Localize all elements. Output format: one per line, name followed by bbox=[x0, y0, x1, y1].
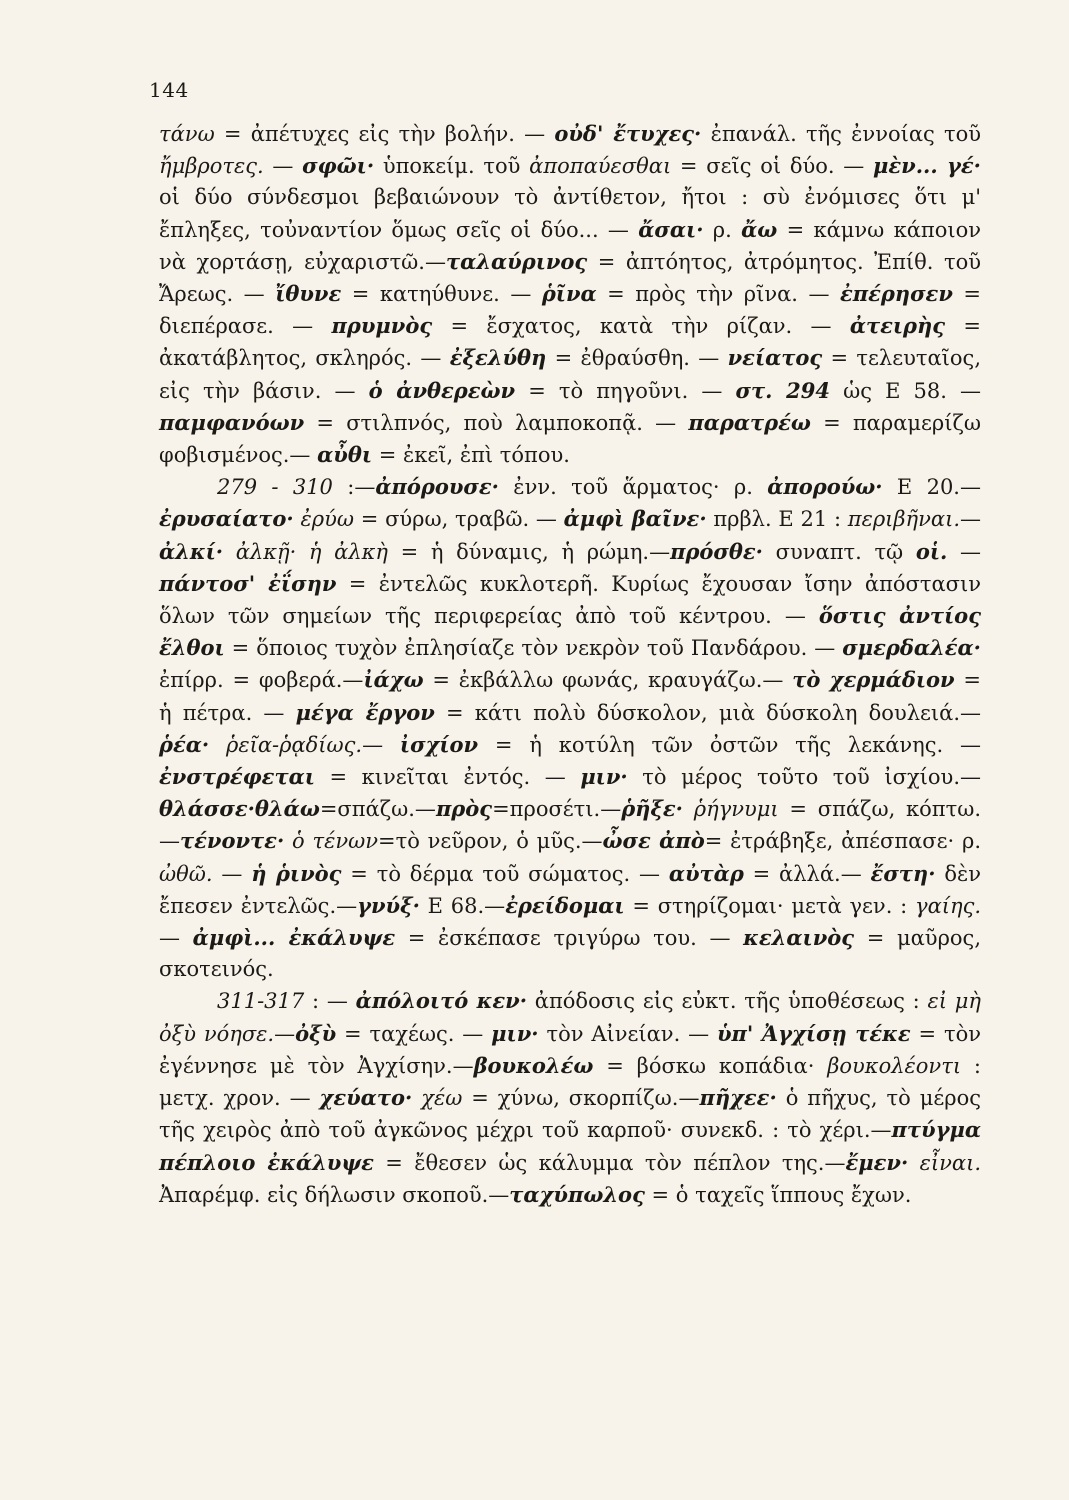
italic-term: 279 - 310 bbox=[217, 475, 333, 500]
gloss-text: = τὸν ἐγέννησε μὲ τὸν Ἀγχίσην.— bbox=[159, 1021, 981, 1078]
gloss-text: = ἐκβάλλω φωνάς, κραυγάζω.— bbox=[423, 668, 793, 693]
headword: ἐξελύθη bbox=[449, 345, 547, 371]
headword: ἀλκί· bbox=[159, 538, 224, 564]
gloss-text: — bbox=[263, 154, 303, 179]
headword: σφῶι· bbox=[302, 153, 375, 179]
paragraph-311-317 bbox=[159, 985, 981, 1210]
headword: αὐτὰρ bbox=[668, 860, 744, 886]
gloss-text: — bbox=[159, 926, 193, 951]
headword: ὑπ' Ἀγχίσῃ τέκε bbox=[716, 1020, 911, 1046]
italic-term: βουκολέοντι bbox=[827, 1053, 962, 1078]
headword: πάντοσ' ἐΐσην bbox=[159, 570, 337, 596]
headword: ἄσαι· bbox=[638, 216, 704, 242]
gloss-text bbox=[908, 1151, 919, 1175]
gloss-text: = ἡ πέτρα. — bbox=[159, 668, 981, 725]
paragraph-279-310 bbox=[159, 471, 981, 985]
gloss-text: = ἐτράβηξε, ἀπέσπασε· ρ. bbox=[704, 829, 981, 854]
gloss-text: = ἐσκέπασε τριγύρω του. — bbox=[395, 926, 744, 951]
headword: μιν· bbox=[491, 1020, 539, 1046]
gloss-text: συναπτ. τῷ bbox=[763, 539, 916, 564]
gloss-text: ἐνν. τοῦ ἅρματος· ρ. bbox=[498, 475, 768, 500]
gloss-text: = μαῦρος, σκοτεινός. bbox=[159, 926, 981, 982]
headword: ἐρείδομαι bbox=[505, 892, 625, 918]
italic-term: γαίης. bbox=[915, 893, 981, 918]
gloss-text: =σπάζω.— bbox=[319, 797, 436, 822]
gloss-text: :— bbox=[332, 475, 376, 500]
headword: πρόσθε· bbox=[670, 538, 763, 564]
headword: οἱ. bbox=[915, 538, 948, 564]
headword: νείατος bbox=[727, 345, 823, 371]
headword: ἀτειρὴς bbox=[849, 313, 946, 339]
headword: ἐπέρησεν bbox=[839, 281, 953, 307]
gloss-text: Ἀπαρέμφ. εἰς δήλωσιν σκοποῦ.— bbox=[159, 1182, 510, 1207]
gloss-text: = ἐντελῶς κυκλοτερῆ. Κυρίως ἔχουσαν ἴσην ἀπόστασιν ὅλων τῶν σημείων τῆς περιφερείας ἀπὸ τοῦ κέντρου. — bbox=[159, 571, 981, 629]
headword: πρυμνὸς bbox=[331, 313, 433, 339]
gloss-text: = στηρίζομαι· μετὰ γεν. : bbox=[624, 893, 916, 918]
gloss-text: τὸν Αἰνείαν. — bbox=[538, 1021, 717, 1046]
gloss-text: ἀπόδοσις εἰς εὐκτ. τῆς ὑποθέσεως : bbox=[527, 989, 928, 1014]
gloss-text: τὸ μέρος τοῦτο τοῦ ἰσχίου.— bbox=[627, 765, 981, 790]
gloss-text bbox=[683, 797, 694, 821]
headword: ὁ ἀνθερεὼν bbox=[368, 377, 516, 403]
headword: ἄω bbox=[741, 216, 778, 242]
gloss-text: = κάτι πολὺ δύσκολον, μιὰ δύσκολη δουλειά.— bbox=[434, 700, 981, 725]
gloss-text: — bbox=[960, 507, 981, 532]
gloss-text: = κατηύθυνε. — bbox=[341, 282, 542, 307]
headword: ῥέα· bbox=[159, 731, 210, 757]
italic-term: ῥεῖα-ῥᾳδίως. bbox=[226, 732, 363, 757]
headword: παμφανόων bbox=[159, 409, 305, 435]
gloss-text: ὁ πῆχυς, τὸ μέρος τῆς χειρὸς ἀπὸ τοῦ ἀγκῶνος μέχρι τοῦ καρποῦ· συνεκδ. : τὸ χέρι.— bbox=[159, 1086, 981, 1143]
gloss-text: = παραμερίζω φοβισμένος.— bbox=[159, 410, 981, 468]
headword: ἀπόρουσε· bbox=[375, 474, 499, 500]
headword: σμερδαλέα· bbox=[842, 635, 981, 661]
italic-term: ὠθῶ. bbox=[159, 861, 213, 886]
italic-term: περιβῆναι. bbox=[847, 507, 960, 532]
headword: πτύγμα πέπλοιο ἐκάλυψε bbox=[159, 1117, 981, 1175]
gloss-text: = τὸ πηγοῦνι. — bbox=[515, 378, 736, 403]
gloss-text: = ἔσχατος, κατὰ τὴν ρίζαν. — bbox=[432, 314, 850, 339]
italic-term: ἀλκῇ· ἡ ἀλκὴ bbox=[235, 539, 389, 564]
headword: στ. 294 bbox=[735, 377, 830, 403]
headword: πῆχεε· bbox=[699, 1085, 777, 1111]
headword: ἐρυσαίατο· bbox=[159, 506, 294, 532]
headword: ἐνστρέφεται bbox=[159, 764, 315, 790]
gloss-text: = ἀπέτυχες εἰς τὴν βολήν. — bbox=[214, 122, 555, 146]
headword: τένοντε· bbox=[180, 828, 285, 854]
gloss-text: = βόσκω κοπάδια· bbox=[593, 1053, 828, 1078]
gloss-text: οἱ δύο σύνδεσμοι βεβαιώνουν τὸ ἀντίθετον, ἤτοι : σὺ ἐνόμισες ὅτι μ' ἔπληξες, τοὐναντίον ὅμως σεῖς οἱ δύο... — bbox=[159, 185, 981, 242]
gloss-text: = ἀκατάβλητος, σκληρός. — bbox=[159, 314, 981, 371]
gloss-text: — bbox=[362, 732, 400, 757]
italic-term: ἀποπαύεσθαι bbox=[529, 154, 672, 179]
italic-term: χέω bbox=[421, 1086, 463, 1111]
headword: γνύξ· bbox=[357, 892, 420, 918]
headword: θλάσσε·θλάω bbox=[159, 796, 320, 822]
gloss-text: — bbox=[947, 539, 981, 564]
gloss-text: = σύρω, τραβῶ. — bbox=[353, 507, 564, 532]
gloss-text: = ἡ κοτύλη τῶν ὀστῶν τῆς λεκάνης. — bbox=[478, 732, 981, 757]
gloss-text: ἐπίρρ. = φοβερά.— bbox=[159, 668, 364, 693]
headword: ῥῖνα bbox=[541, 281, 597, 307]
gloss-text: πρβλ. Ε 21 : bbox=[706, 507, 848, 532]
italic-term: 311-317 bbox=[217, 989, 305, 1014]
headword: ταλαύρινος bbox=[445, 248, 588, 274]
headword: ἀμφὶ βαῖνε· bbox=[563, 506, 707, 532]
gloss-text: = ἔθεσεν ὡς κάλυμμα τὸν πέπλον της.— bbox=[373, 1150, 846, 1175]
gloss-text: δὲν ἔπεσεν ἐντελῶς.— bbox=[159, 861, 982, 918]
headword: ἀπορούω· bbox=[767, 474, 883, 500]
headword: ἴθυνε bbox=[275, 281, 342, 307]
gloss-text: =τὸ νεῦρον, ὁ μῦς.— bbox=[378, 829, 603, 854]
headword: ἔστη· bbox=[870, 860, 936, 886]
italic-term: ἤμβροτες. bbox=[159, 154, 264, 179]
headword: ταχύπωλος bbox=[509, 1181, 645, 1207]
page-number: 144 bbox=[149, 78, 189, 102]
headword: αὖθι bbox=[317, 442, 373, 468]
gloss-text: Ε 68.— bbox=[419, 893, 506, 918]
headword: παρατρέω bbox=[688, 409, 811, 435]
gloss-text: = ἡ δύναμις, ἡ ρώμη.— bbox=[388, 539, 671, 564]
italic-term: ῥήγνυμι bbox=[693, 797, 779, 822]
gloss-text bbox=[223, 540, 236, 564]
gloss-text: ὡς Ε 58. — bbox=[829, 378, 981, 403]
headword: ἔμεν· bbox=[845, 1149, 909, 1175]
gloss-text: = ἐθραύσθη. — bbox=[546, 346, 728, 371]
headword: τὸ χερμάδιον bbox=[792, 667, 955, 693]
headword: μέγα ἔργον bbox=[295, 699, 435, 725]
gloss-text: = ὅποιος τυχὸν ἐπλησίαζε τὸν νεκρὸν τοῦ Πανδάρου. — bbox=[224, 636, 843, 661]
gloss-text: = τελευταῖος, εἰς τὴν βάσιν. — bbox=[159, 346, 981, 403]
headword: ἀπόλοιτό κεν· bbox=[355, 988, 528, 1014]
italic-term: εἰ μὴ ὀξὺ νόησε. bbox=[159, 989, 981, 1046]
headword: βουκολέω bbox=[473, 1052, 594, 1078]
gloss-text: = ἀπτόητος, ἀτρόμητος. Ἐπίθ. τοῦ Ἄρεως. — bbox=[159, 249, 981, 307]
gloss-text: ἐπανάλ. τῆς ἐννοίας τοῦ bbox=[701, 122, 982, 146]
italic-term: ἐρύω bbox=[300, 507, 354, 532]
gloss-text: : μετχ. χρον. — bbox=[159, 1053, 981, 1111]
gloss-text bbox=[284, 829, 292, 853]
gloss-text: = ὁ ταχεῖς ἵππους ἔχων. bbox=[644, 1182, 912, 1207]
italic-term: τάνω bbox=[159, 122, 215, 146]
gloss-text: =προσέτι.— bbox=[492, 797, 622, 822]
gloss-text: = ταχέως. — bbox=[336, 1021, 492, 1046]
gloss-text: = πρὸς τὴν ρῖνα. — bbox=[596, 282, 840, 307]
gloss-text: ρ. bbox=[703, 217, 742, 242]
italic-term: εἶναι. bbox=[919, 1150, 982, 1175]
gloss-text: = κινεῖται ἐντός. — bbox=[314, 765, 581, 790]
gloss-text: = χύνω, σκορπίζω.— bbox=[462, 1086, 700, 1111]
gloss-text: = ἀλλά.— bbox=[743, 861, 871, 886]
headword: ἡ ῥινὸς bbox=[251, 860, 342, 886]
headword: ὅστις ἀντίος ἔλθοι bbox=[159, 603, 981, 661]
gloss-text: — bbox=[274, 1021, 296, 1046]
gloss-text: = σεῖς οἱ δύο. — bbox=[671, 154, 874, 179]
headword: ἰσχίον bbox=[399, 731, 479, 757]
headword: χεύατο· bbox=[319, 1085, 413, 1111]
headword: μιν· bbox=[580, 764, 628, 790]
gloss-text: : — bbox=[304, 989, 356, 1014]
headword: ὀξὺ bbox=[295, 1020, 337, 1046]
gloss-text: = διεπέρασε. — bbox=[159, 282, 981, 339]
gloss-text: = σπάζω, κόπτω.— bbox=[159, 797, 981, 854]
gloss-text: — bbox=[212, 861, 252, 886]
headword: ἀμφὶ... ἐκάλυψε bbox=[192, 925, 396, 951]
gloss-text: = στιλπνός, ποὺ λαμποκοπᾷ. — bbox=[304, 410, 689, 435]
italic-term: ὁ τένων bbox=[292, 829, 379, 854]
headword: οὐδ' ἔτυχες· bbox=[554, 121, 702, 146]
headword: μὲν... γέ· bbox=[873, 153, 981, 179]
gloss-text bbox=[412, 1086, 421, 1110]
gloss-text: Ε 20.— bbox=[882, 475, 981, 500]
paragraph-line-notes bbox=[159, 118, 981, 471]
gloss-text: = κάμνω κάποιον νὰ χορτάσῃ, εὐχαριστῶ.— bbox=[159, 217, 981, 274]
headword: πρὸς bbox=[435, 796, 493, 822]
gloss-text: = ἐκεῖ, ἐπὶ τόπου. bbox=[372, 443, 570, 468]
gloss-text: = τὸ δέρμα τοῦ σώματος. — bbox=[341, 861, 669, 886]
gloss-text bbox=[209, 733, 226, 757]
headword: ῥῆξε· bbox=[621, 796, 683, 822]
headword: κελαινὸς bbox=[743, 925, 855, 951]
commentary-text bbox=[159, 118, 981, 1211]
headword: ὦσε ἀπὸ bbox=[602, 828, 705, 854]
gloss-text: ὑποκείμ. τοῦ bbox=[374, 154, 530, 179]
headword: ἰάχω bbox=[363, 667, 424, 693]
